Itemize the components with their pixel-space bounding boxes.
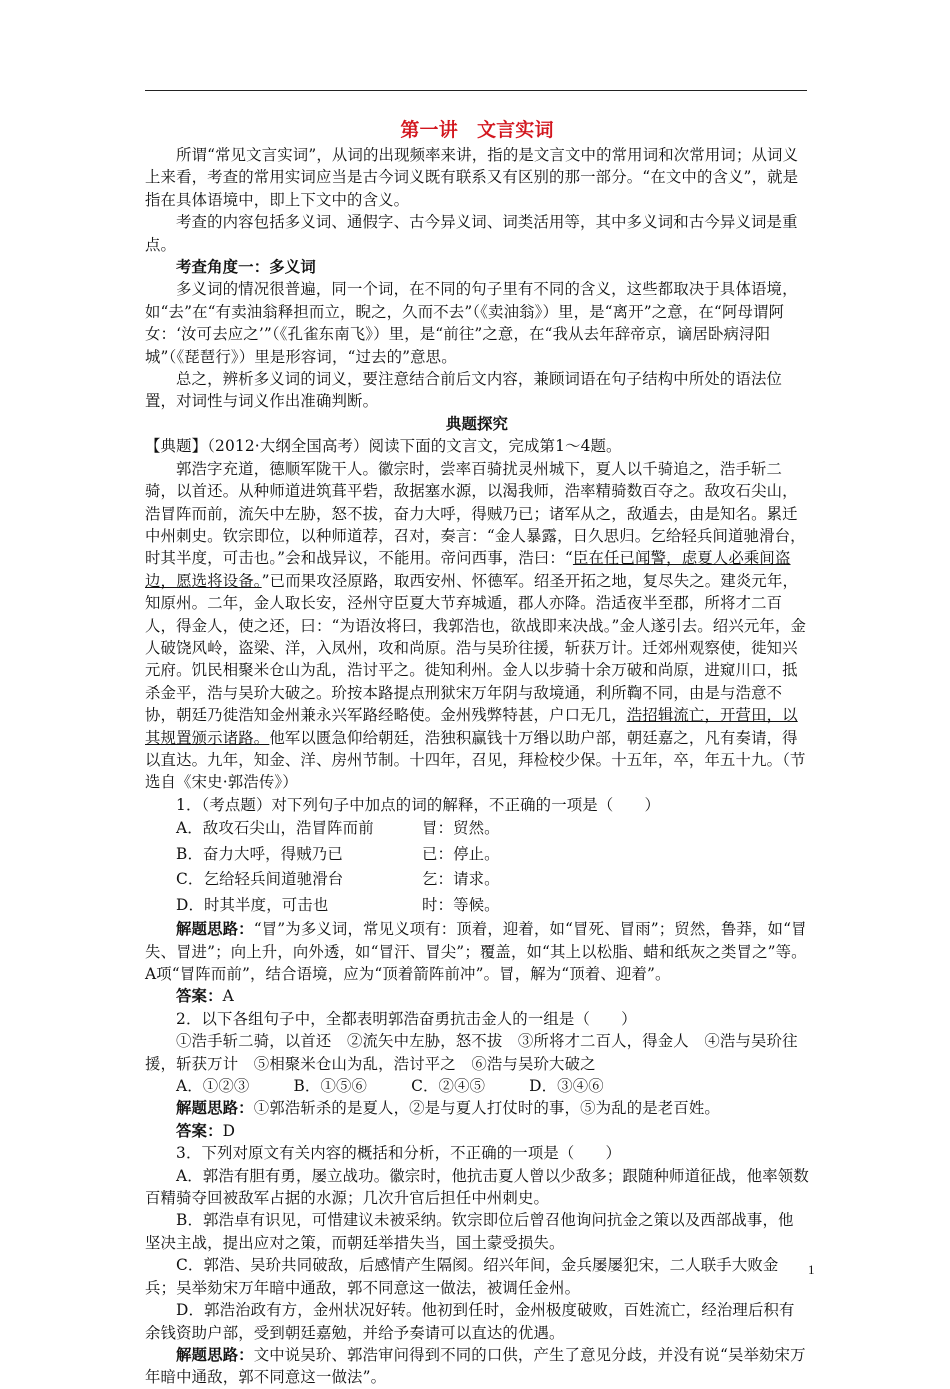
option-text: D．时其半度，可击也 [176, 895, 329, 914]
solution-label: 解题思路： [176, 1345, 254, 1364]
header-rule [145, 90, 807, 91]
question-3-option-d: D．郭浩治政有方，金州状况好转。他初到任时，金州极度破败，百姓流亡，经治理后积有余钱资助户部，受到朝廷嘉勉，并给予奏请可以直达的优遇。 [145, 1301, 795, 1342]
angle-heading: 考查角度一：多义词 [176, 258, 316, 277]
answer-label: 答案： [176, 987, 223, 1006]
page-number: 1 [808, 1262, 815, 1277]
solution-label: 解题思路： [176, 1099, 254, 1118]
choice-d: D．③④⑥ [529, 1077, 604, 1096]
intro-paragraph-2: 考查的内容包括多义词、通假字、古今异义词、词类活用等，其中多义词和古今异义词是重点。 [145, 213, 798, 254]
angle-paragraph-2: 总之，辨析多义词的词义，要注意结合前后文内容，兼顾词语在句子结构中所处的语法位置，对词性与词义作出准确判断。 [145, 370, 783, 411]
solution-text: 文中说吴玠、郭浩审问得到不同的口供，产生了意见分歧，并没有说“吴举劾宋万年暗中通敌，郭不同意这一做法”。 [145, 1345, 806, 1387]
question-1-option-a [145, 816, 809, 842]
question-2-solution [145, 1097, 809, 1119]
answer-value: D [222, 1121, 236, 1140]
solution-label: 解题思路： [176, 920, 254, 939]
solution-text: “冒”为多义词，常见义项有：顶着，迎着，如“冒死、冒雨”；贸然，鲁莽，如“冒失、冒进”；向上升，向外透，如“冒汗、冒尖”；覆盖，如“其上以松脂、蜡和纸灰之类冒之”等。A项“冒阵而前”，结合语境，应为“顶着箭阵前冲”。冒，解为“顶着、迎着”。 [145, 920, 807, 983]
passage-underline-1: 臣在任已闻警，虑夏人必乘间盗边，愿选将设备。 [145, 549, 791, 590]
document-body [145, 116, 809, 1389]
answer-value: A [222, 987, 234, 1006]
passage-part-3: 他军以匮急仰给朝廷，浩独积赢钱十万缗以助户部，朝廷嘉之，凡有奏请，得以直达。九年，知金、洋、房州节制。十四年，召见，拜检校少保。十五年，卒，年五十九。（节选自《宋史·郭浩传》） [145, 728, 806, 792]
angle-paragraph-1: 多义词的情况很普遍，同一个词，在不同的句子里有不同的含义，这些都取决于具体语境，如“去”在“有卖油翁释担而立，睨之，久而不去”（《卖油翁》）里，是“离开”之意，在“阿母谓阿女：‘汝可去应之’”（《孔雀东南飞》）里，是“前往”之意，在“我从去年辞帝京，谪居卧病浔阳城”（《琵琶行》）里是形容词，“过去的”意思。 [145, 280, 798, 366]
option-text: B．奋力大呼，得贼乃已 [176, 844, 343, 863]
section-heading: 典题探究 [445, 414, 509, 433]
option-gloss: 已：停止。 [422, 844, 500, 863]
question-1-option-b [145, 842, 809, 868]
option-text: A．敌攻石尖山，浩冒阵而前 [176, 819, 374, 838]
intro-paragraph-1: 所谓“常见文言实词”，从词的出现频率来讲，指的是文言文中的常用词和次常用词；从词义上来看，考查的常用实词应当是古今词义既有联系又有区别的那一部分。“在文中的含义”，就是指在具体语境中，即上下文中的含义。 [145, 146, 799, 209]
passage-part-1: 郭浩字充道，德顺军陇干人。徽宗时，尝率百骑扰灵州城下，夏人以千骑追之，浩手斩二骑，以首还。从种师道进筑葺平砦，敌据塞水源，以渴我师，浩率精骑数百夺之。敌攻石尖山，浩冒阵而前，流矢中左胁，怒不拔，奋力大呼，得贼乃已；诸军从之，敌遁去，由是知名。累迁中州刺史。钦宗即位，以种师道荐，召对，奏言：“金人暴露，日久思归。乞给轻兵间道驰滑台，时其半度，可击也。”会和战异议，不能用。帝问西事，浩曰：“ [145, 459, 806, 568]
question-3-solution [145, 1344, 809, 1389]
passage-part-2: ”已而果攻泾原路，取西安州、怀德军。绍圣开拓之地，复尽失之。建炎元年，知原州。二年，金人取长安，泾州守臣夏大节弃城遁，郡人亦降。浩适夜半至郡，所将才二百人，得金人，使之还，曰：“为语汝将曰，我郭浩也，欲战即来决战。”金人遂引去。绍兴元年，金人破饶风岭，盗梁、洋，入凤州，攻和尚原。浩与吴玠往援，斩获万计。迁郊州观察使，徙知兴元府。饥民相聚米仓山为乱，浩讨平之。徙知利州。金人以步骑十余万破和尚原，进窥川口，抵杀金平，浩与吴玠大破之。玠按本路提点刑狱宋万年阴与敌境通，利所鞫不同，由是与浩意不协，朝廷乃徙浩知金州兼永兴军路经略使。金州残弊特甚，户口无几， [145, 571, 807, 725]
solution-text: ①郭浩斩杀的是夏人，②是与夏人打仗时的事，⑤为乱的是老百姓。 [253, 1099, 720, 1118]
option-gloss: 时：等候。 [422, 895, 500, 914]
choice-c: C．②④⑤ [411, 1077, 486, 1096]
choice-b: B．①⑤⑥ [293, 1077, 368, 1096]
question-2-items: ①浩手斩二骑，以首还 ②流矢中左胁，怒不拔 ③所将才二百人，得金人 ④浩与吴玠往援，斩获万计 ⑤相聚米仓山为乱，浩讨平之 ⑥浩与吴玠大破之 [145, 1032, 798, 1073]
question-1-solution [145, 918, 809, 985]
question-1-option-d [145, 893, 809, 919]
option-text: C．乞给轻兵间道驰滑台 [176, 870, 344, 889]
question-3-stem: 3．下列对原文有关内容的概括和分析，不正确的一项是（ ） [176, 1144, 622, 1163]
passage [145, 458, 809, 794]
option-gloss: 乞：请求。 [422, 870, 500, 889]
answer-label: 答案： [176, 1121, 223, 1140]
example-intro: 【典题】（2012·大纲全国高考）阅读下面的文言文，完成第1～4题。 [145, 437, 622, 456]
question-3-option-c: C．郭浩、吴玠共同破敌，后感情产生隔阂。绍兴年间，金兵屡屡犯宋，二人联手大败金兵；吴举劾宋万年暗中通敌，郭不同意这一做法，被调任金州。 [145, 1256, 779, 1297]
question-3-option-b: B．郭浩卓有识见，可惜建议未被采纳。钦宗即位后曾召他询问抗金之策以及西部战事，他坚决主战，提出应对之策，而朝廷举措失当，国土蒙受损失。 [145, 1211, 794, 1252]
option-gloss: 冒：贸然。 [422, 819, 500, 838]
question-1-answer [145, 985, 809, 1007]
choice-a: A．①②③ [176, 1077, 250, 1096]
page-title: 第一讲 文言实词 [400, 119, 554, 141]
question-1-stem: 1．（考点题）对下列句子中加点的词的解释，不正确的一项是（ ） [176, 795, 661, 814]
question-2-choices [145, 1075, 809, 1097]
question-1-option-c [145, 867, 809, 893]
question-3-option-a: A．郭浩有胆有勇，屡立战功。徽宗时，他抗击夏人曾以少敌多；跟随种师道征战，他率领数百精骑夺回被敌军占据的水源；几次升官后担任中州刺史。 [145, 1166, 809, 1208]
passage-underline-2: 浩招辑流亡，开营田，以其规置颁示诸路。 [145, 706, 798, 747]
question-2-stem: 2．以下各组句子中，全都表明郭浩奋勇抗击金人的一组是（ ） [176, 1009, 637, 1028]
question-2-answer [145, 1120, 809, 1142]
